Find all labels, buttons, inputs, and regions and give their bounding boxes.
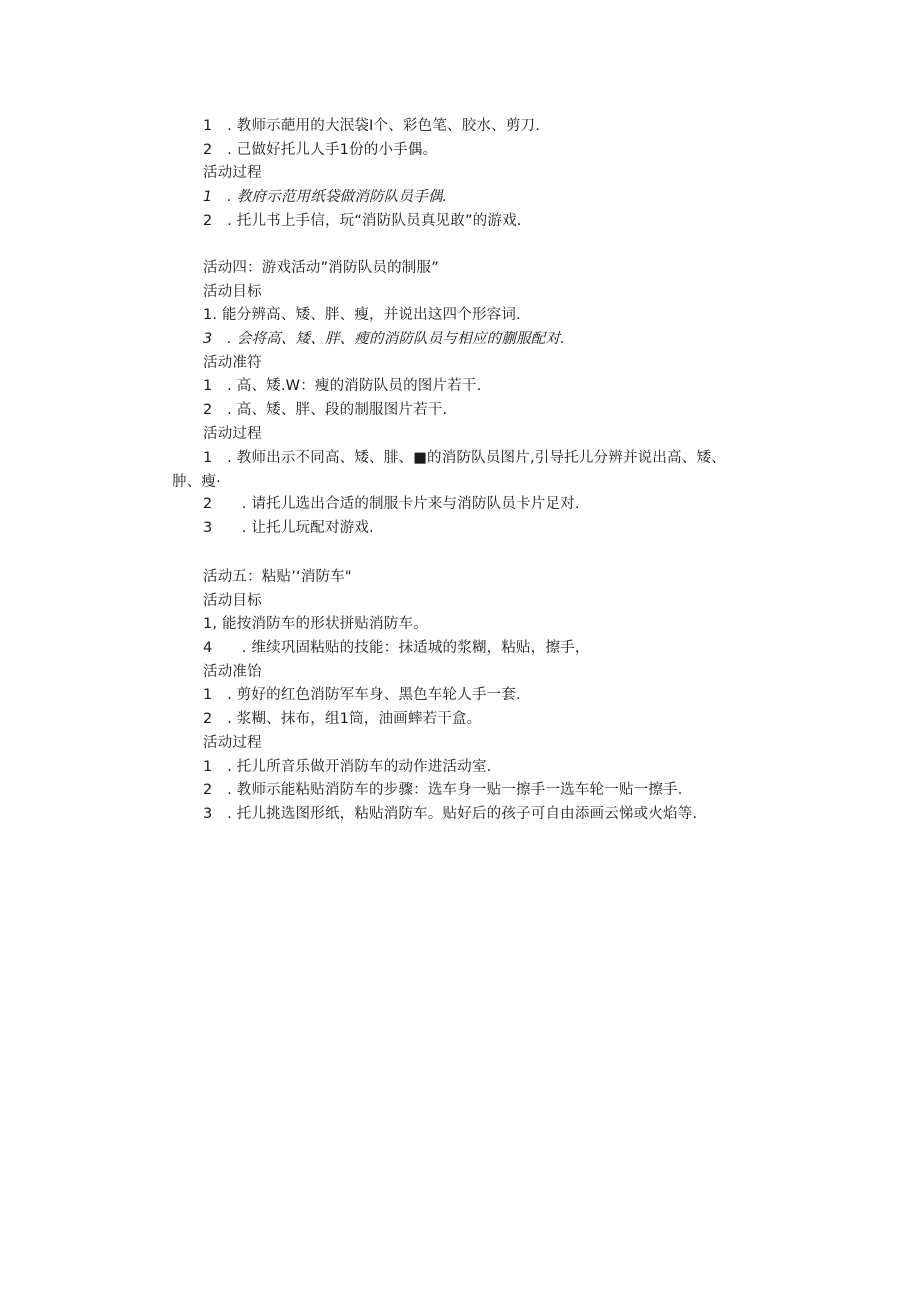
activity4-prep-heading: 活动准符 xyxy=(203,355,262,371)
process-item-2: 2 . 托儿书上手信，玩“消防队员真见敢”的游戏. xyxy=(203,213,522,229)
activity5-goal-2: 4 . 维续巩固粘贴的技能：抹适城的浆糊，粘贴，擦手， xyxy=(203,640,590,656)
activity4-prep-2: 2 . 高、矮、胖、段的制服图片若干. xyxy=(203,402,448,418)
activity5-process-3: 3 . 托儿挑选图形纸，粘贴消防车。贴好后的孩子可自由添画云悌或火焰等. xyxy=(203,806,698,822)
activity5-prep-2: 2 . 浆糊、抹布，组1筒，油画蟀若干盒。 xyxy=(203,711,482,727)
activity4-process-heading: 活动过程 xyxy=(203,426,262,442)
process-heading: 活动过程 xyxy=(203,165,262,181)
activity5-title: 活动五：粘贴’‘消防车" xyxy=(203,569,352,585)
materials-item-2: 2 . 己做好托儿人手1份的小手偶。 xyxy=(203,142,438,158)
process-item-1: 1 . 教府示范用纸袋做消防队员手偶. xyxy=(203,189,448,205)
activity5-process-heading: 活动过程 xyxy=(203,735,262,751)
activity5-goal-1: 1, 能按消防车的形状拼贴消防车。 xyxy=(203,616,428,632)
activity4-process-2: 2 . 请托儿选出合适的制服卡片来与消防队员卡片足对. xyxy=(203,496,580,512)
activity5-process-2: 2 . 教师示能粘贴消防车的步骤：选车身一贴一擦手一选车轮一贴一擦手. xyxy=(203,782,683,798)
activity4-goal-2: 3 . 会将高、矮、胖、瘦的消防队员与相应的蒯服配对. xyxy=(203,331,565,347)
activity4-process-1: 1 . 教师出示不同高、矮、腓、■的消防队员图片,引导托儿分辨并说出高、矮、肿、瘦· xyxy=(172,450,726,490)
activity5-goal-heading: 活动目标 xyxy=(203,593,262,609)
activity5-process-1: 1 . 托儿所音乐做开消防车的动作进活动室. xyxy=(203,759,492,775)
activity4-goal-heading: 活动目标 xyxy=(203,284,262,300)
materials-item-1: 1 . 教师示葩用的大泯袋I个、彩色笔、胶水、剪刀. xyxy=(203,118,541,134)
activity4-goal-1: 1. 能分辨高、矮、胖、瘦，并说出这四个形容词. xyxy=(203,307,521,323)
activity5-prep-1: 1 . 剪好的红色消防军车身、黑色车轮人手一套. xyxy=(203,687,521,703)
activity4-prep-1: 1 . 高、矮.W：瘦的消防队员的图片若干. xyxy=(203,378,482,394)
activity5-prep-heading: 活动准饴 xyxy=(203,664,262,680)
activity4-process-3: 3 . 让托儿玩配对游戏. xyxy=(203,520,374,536)
activity4-title: 活动四：游戏活动”消防队员的制服” xyxy=(203,260,439,276)
